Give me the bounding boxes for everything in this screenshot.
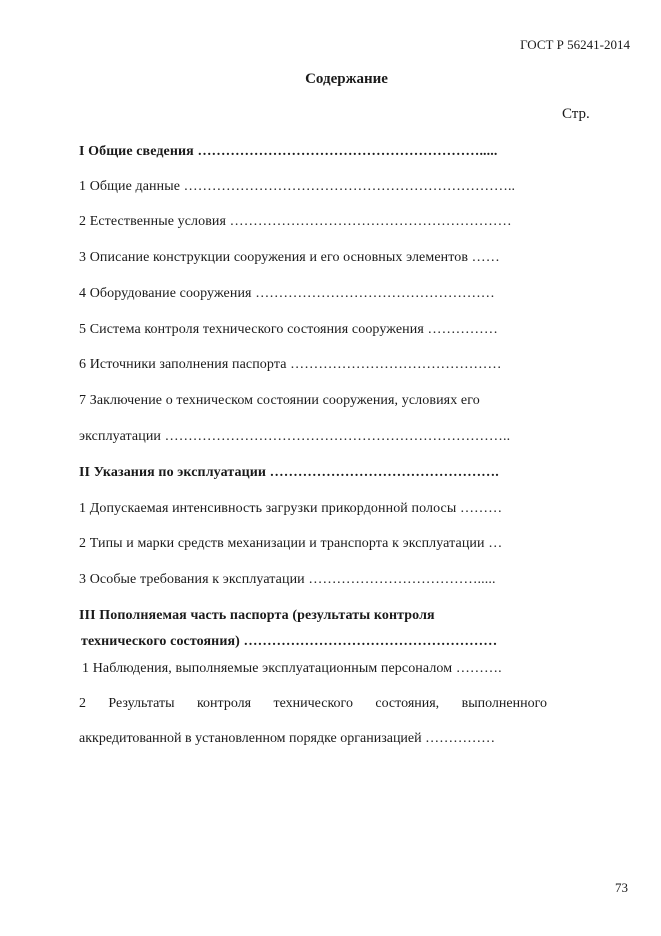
toc-section-2: II Указания по эксплуатации ………………………………………….	[79, 465, 499, 480]
toc-item: 2 Естественные условия ……………………………………………………	[79, 214, 512, 229]
toc-item: 1 Общие данные ……………………………………………………………..	[79, 179, 516, 194]
toc-item: 2 Типы и марки средств механизации и транспорта к эксплуатации …	[79, 536, 503, 551]
toc-section-3: III Пополняемая часть паспорта (результаты контроля	[79, 608, 435, 623]
toc-item: 6 Источники заполнения паспорта ………………………………………	[79, 357, 502, 372]
toc-item: 5 Система контроля технического состояния сооружения ……………	[79, 322, 498, 337]
toc-section-3-continuation: технического состояния) ………………………………………………	[81, 634, 498, 649]
toc-item-continuation: эксплуатации ………………………………………………………………..	[79, 429, 511, 444]
toc-item: 4 Оборудование сооружения ……………………………………………	[79, 286, 495, 301]
page-title: Содержание	[305, 71, 388, 87]
document-standard-number: ГОСТ Р 56241-2014	[520, 37, 630, 52]
toc-item: 1 Допускаемая интенсивность загрузки прикордонной полосы ………	[79, 501, 503, 516]
toc-section-1: I Общие сведения …………………………………………………….....	[79, 144, 498, 159]
page-column-label: Стр.	[562, 106, 590, 122]
toc-item-multiline: 2 Результаты контроля технического состояния, выполненного аккредитованной в установленном порядке организацией ……………	[79, 696, 547, 746]
page-number: 73	[615, 880, 628, 895]
toc-item: 7 Заключение о техническом состоянии сооружения, условиях его	[79, 393, 480, 408]
toc-item: 1 Наблюдения, выполняемые эксплуатационным персоналом ……….	[82, 661, 502, 676]
toc-item: 3 Особые требования к эксплуатации ……………………………….....	[79, 572, 496, 587]
toc-item: 3 Описание конструкции сооружения и его основных элементов ……	[79, 250, 500, 265]
